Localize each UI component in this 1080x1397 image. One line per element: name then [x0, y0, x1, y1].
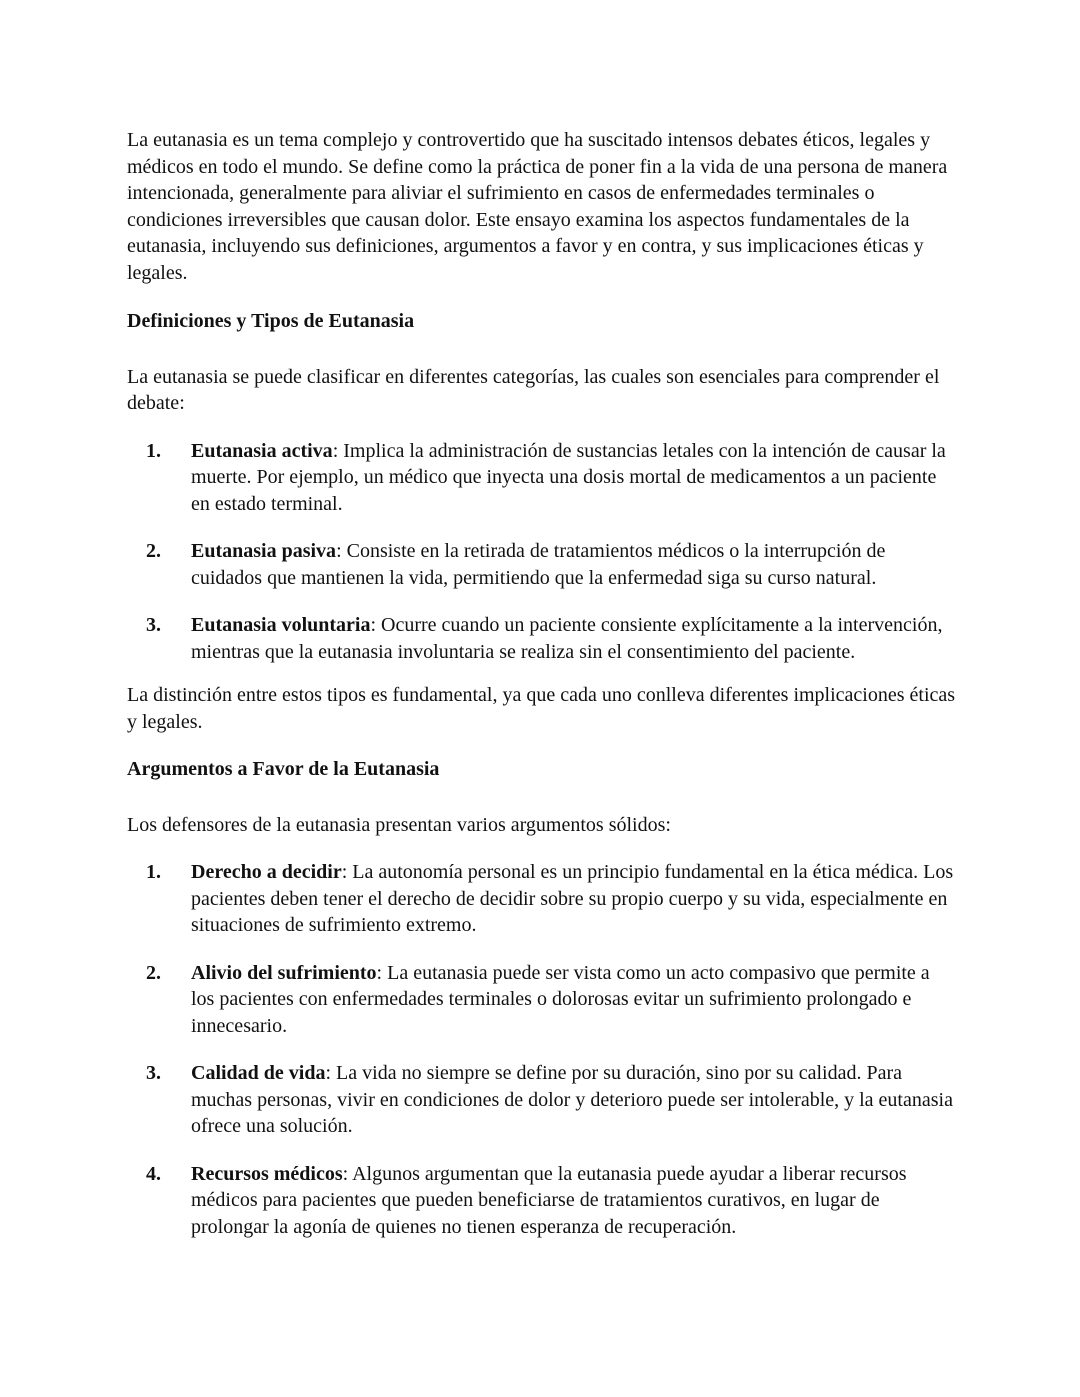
- list-number: 3.: [146, 614, 161, 636]
- list-number: 1.: [146, 861, 161, 883]
- document-body: [127, 127, 957, 1261]
- list-item: [127, 612, 957, 665]
- list-number: 2.: [146, 961, 161, 984]
- list-term: Calidad de vida: [191, 1062, 326, 1084]
- list-item: [127, 438, 957, 518]
- list-text: : La vida no siempre se define por su duración, sino por su calidad. Para muchas personas, vivir en condiciones de dolor y deterioro puede ser intolerable, y la eutanasia ofrece una solución.: [191, 1062, 953, 1137]
- section-closing-definitions: La distinción entre estos tipos es fundamental, ya que cada uno conlleva diferentes implicaciones éticas y legales.: [127, 684, 956, 733]
- list-number: 1.: [146, 439, 161, 462]
- list-item: [127, 859, 957, 939]
- list-text: : Consiste en la retirada de tratamientos médicos o la interrupción de cuidados que mantienen la vida, permitiendo que la enfermedad siga su curso natural.: [191, 540, 886, 589]
- list-text: : La autonomía personal es un principio fundamental en la ética médica. Los pacientes deben tener el derecho de decidir sobre su propio cuerpo y su vida, especialmente en situaciones de sufrimiento extremo.: [191, 861, 954, 936]
- list-term: Eutanasia voluntaria: [191, 614, 371, 636]
- types-list: [127, 438, 957, 666]
- list-text: : Algunos argumentan que la eutanasia puede ayudar a liberar recursos médicos para pacientes que pueden beneficiarse de tratamientos curativos, en lugar de prolongar la agonía de quienes no tienen esperanza de recuperación.: [191, 1162, 907, 1238]
- list-item: [127, 1161, 957, 1241]
- list-term: Eutanasia pasiva: [191, 540, 337, 562]
- list-text: : La eutanasia puede ser vista como un acto compasivo que permite a los pacientes con enfermedades terminales o dolorosas evitar un sufrimiento prolongado e innecesario.: [191, 961, 930, 1037]
- intro-paragraph: La eutanasia es un tema complejo y controvertido que ha suscitado intensos debates éticos, legales y médicos en todo el mundo. Se define como la práctica de poner fin a la vida de una persona de manera intencionada, generalmente para aliviar el sufrimiento en casos de enfermedades terminales o condiciones irreversibles que causan dolor. Este ensayo examina los aspectos fundamentales de la eutanasia, incluyendo sus definiciones, argumentos a favor y en contra, y sus implicaciones éticas y legales.: [127, 129, 948, 284]
- list-number: 4.: [146, 1162, 161, 1185]
- list-term: Alivio del sufrimiento: [191, 961, 377, 984]
- section-lead-definitions: La eutanasia se puede clasificar en diferentes categorías, las cuales son esenciales para comprender el debate:: [127, 365, 940, 414]
- list-term: Derecho a decidir: [191, 861, 342, 883]
- list-text: : Implica la administración de sustancias letales con la intención de causar la muerte. Por ejemplo, un médico que inyecta una dosis mortal de medicamentos a un paciente en estado terminal.: [191, 439, 946, 515]
- section-heading-definitions: Definiciones y Tipos de Eutanasia: [127, 310, 415, 332]
- list-text: : Ocurre cuando un paciente consiente explícitamente a la intervención, mientras que la eutanasia involuntaria se realiza sin el consentimiento del paciente.: [191, 614, 943, 663]
- section-lead-arguments-for: Los defensores de la eutanasia presentan varios argumentos sólidos:: [127, 813, 671, 836]
- list-term: Eutanasia activa: [191, 439, 333, 462]
- list-number: 2.: [146, 540, 161, 562]
- list-term: Recursos médicos: [191, 1162, 343, 1185]
- list-item: [127, 960, 957, 1040]
- section-heading-arguments-for: Argumentos a Favor de la Eutanasia: [127, 758, 440, 780]
- list-number: 3.: [146, 1062, 161, 1084]
- list-item: [127, 538, 957, 591]
- arguments-list: [127, 859, 957, 1240]
- list-item: [127, 1060, 957, 1140]
